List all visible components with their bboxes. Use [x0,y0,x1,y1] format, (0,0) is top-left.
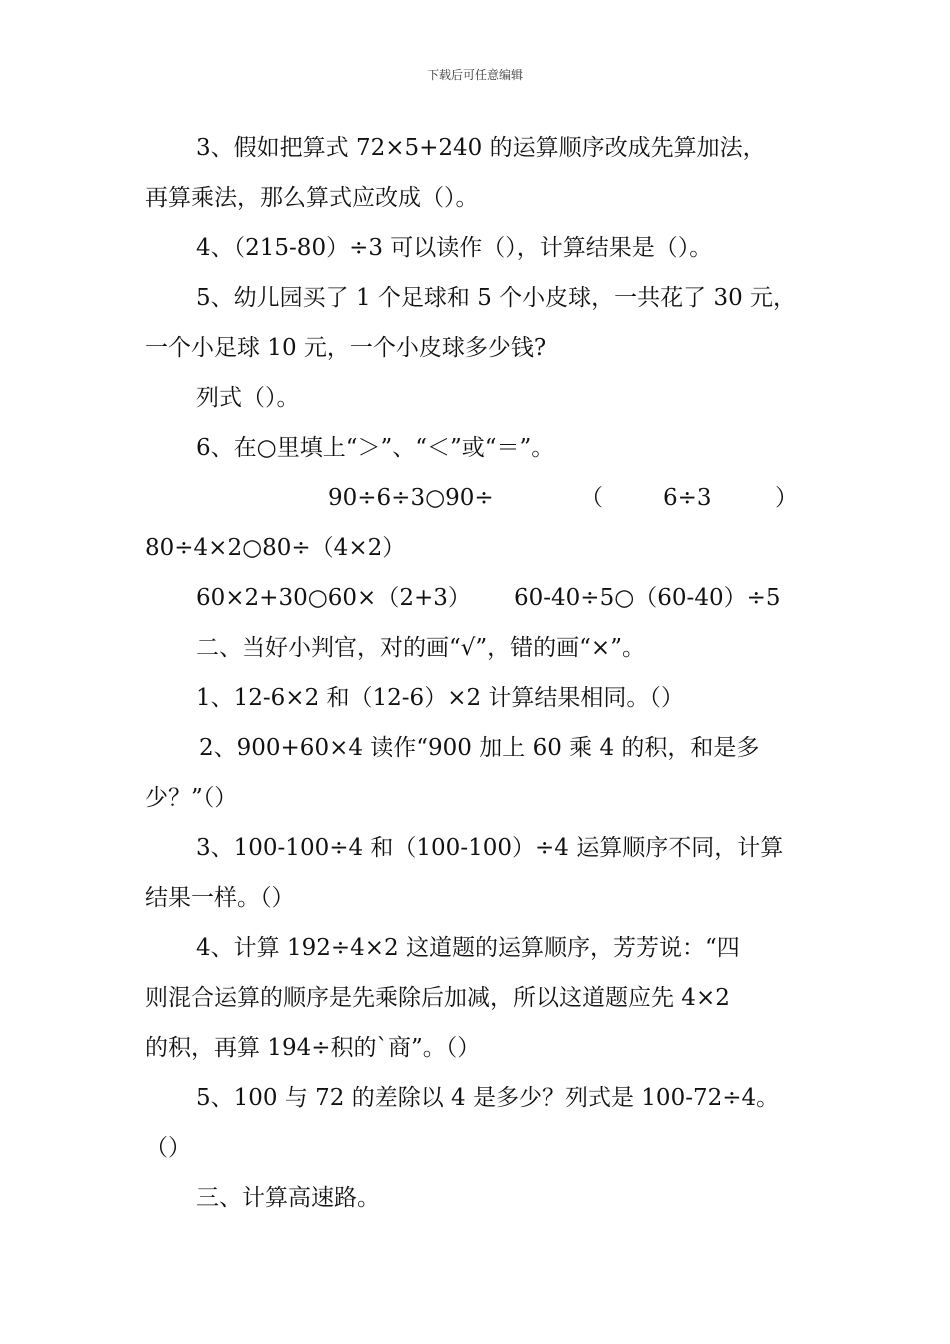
section-3-title: 三、计算高速路。 [196,1185,380,1211]
compare-3: 60×2+30○60×（2+3） [196,585,471,611]
judge-3-line-2: 结果一样。（） [145,885,295,911]
judge-5-line-2: （） [145,1135,191,1161]
page-header: 下载后可任意编辑 [426,68,523,82]
question-5-line-1: 5、幼儿园买了 1 个足球和 5 个小皮球，一共花了 30 元， [196,285,797,311]
compare-1-left: 90÷6÷3○90÷ [328,485,494,511]
judge-1: 1、12-6×2 和（12-6）×2 计算结果相同。（） [196,685,684,711]
compare-4: 60-40÷5○（60-40）÷5 [514,585,781,611]
compare-2: 80÷4×2○80÷（4×2） [145,535,406,561]
judge-4-line-1: 4、计算 192÷4×2 这道题的运算顺序，芳芳说：“四 [196,935,740,961]
judge-3-line-1: 3、100-100÷4 和（100-100）÷4 运算顺序不同，计算 [196,835,784,861]
question-5-line-2: 一个小足球 10 元，一个小皮球多少钱? [145,335,547,361]
question-4: 4、（215-80）÷3 可以读作（），计算结果是（）。 [196,235,713,261]
judge-5-line-1: 5、100 与 72 的差除以 4 是多少？列式是 100-72÷4。 [196,1085,780,1111]
compare-1-open-paren: （ [580,485,603,511]
section-2-title: 二、当好小判官，对的画“√”，错的画“×”。 [196,635,645,661]
question-3-line-1: 3、假如把算式 72×5+240 的运算顺序改成先算加法， [196,135,766,161]
judge-2-line-1: 2、900+60×4 读作“900 加上 60 乘 4 的积，和是多 [199,735,760,761]
question-3-line-2: 再算乘法，那么算式应改成（）。 [145,185,479,211]
question-5-formula: 列式（）。 [196,385,300,411]
compare-1-close-paren: ） [775,485,798,511]
compare-1-inner: 6÷3 [663,485,712,511]
judge-4-line-2: 则混合运算的顺序是先乘除后加减，所以这道题应先 4×2 [145,985,730,1011]
question-6: 6、在○里填上“＞”、“＜”或“＝”。 [196,435,555,461]
judge-4-line-3: 的积，再算 194÷积的`商”。（） [145,1035,481,1061]
judge-2-line-2: 少？”（） [145,785,238,811]
